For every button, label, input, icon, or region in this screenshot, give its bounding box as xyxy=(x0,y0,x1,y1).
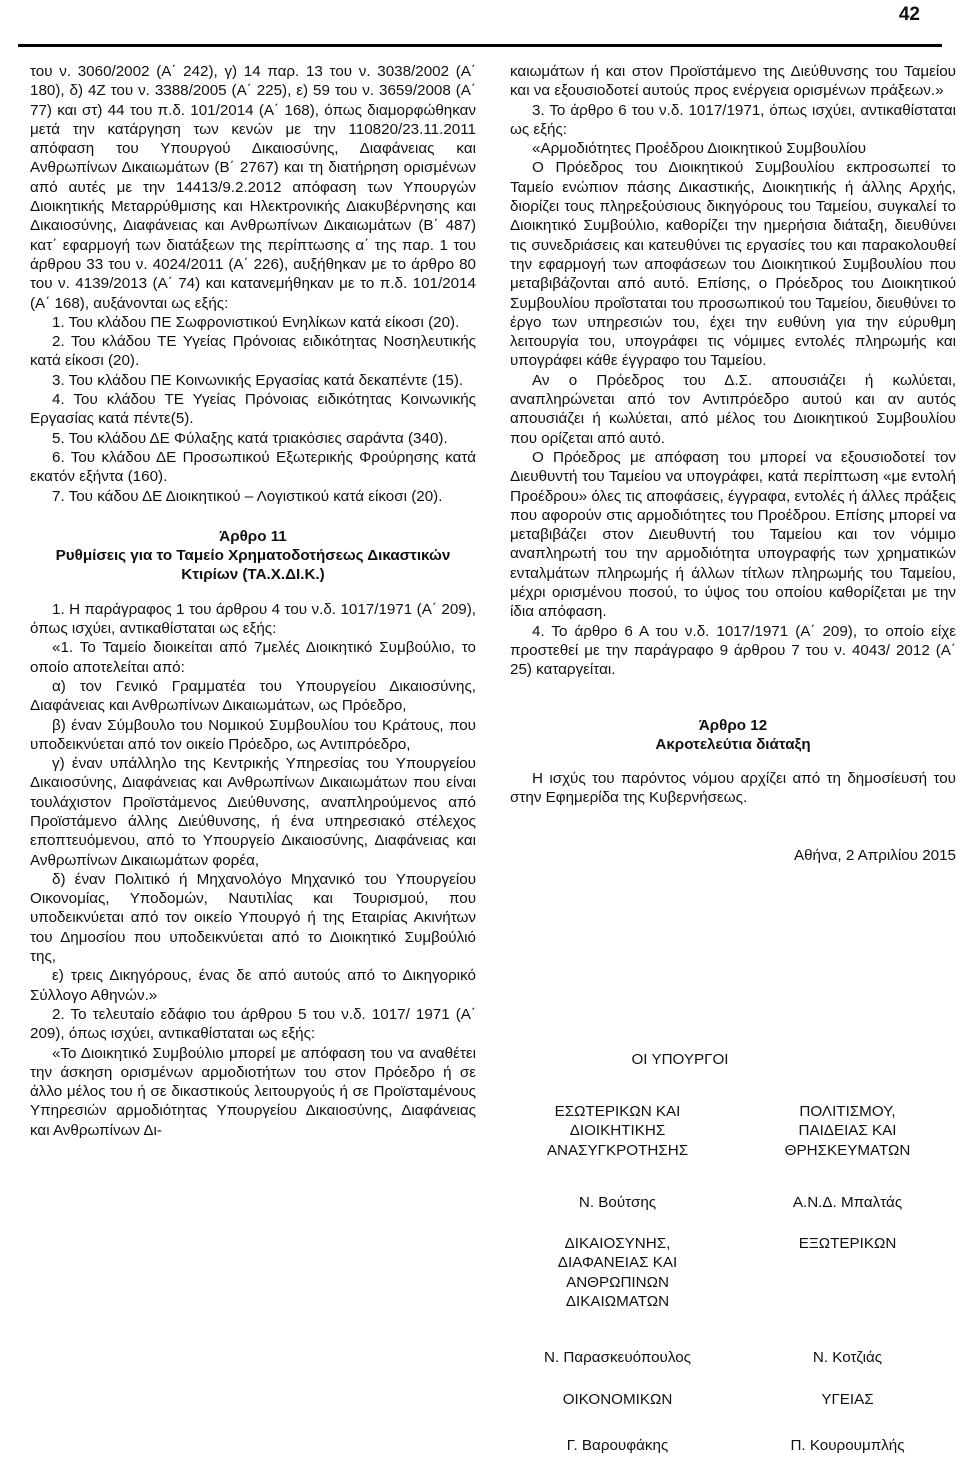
list-item: 4. Του κλάδου ΤΕ Υγείας Πρόνοιας ειδικότητας Κοινωνικής Εργασίας κατά πέντε(5). xyxy=(30,391,476,428)
signature-ministry xyxy=(510,1102,725,1160)
paragraph: γ) έναν υπάλληλο της Κεντρικής Υπηρεσίας του Υπουργείου Δικαιοσύνης, Διαφάνειας και Ανθρωπίνων Δικαιωμάτων που είναι τουλάχιστον Προϊστάμενος Διεύθυνσης, αναπληρούμενος από Προϊστάμενο άλλης Διεύθυνσης, ή ένα υπηρεσιακό στέλεχος εποπτευόμενου, από το Υπουργείο Δικαιοσύνης, Διαφάνειας και Ανθρωπίνων Δικαιωμάτων φορέα, xyxy=(30,755,476,869)
paragraph: «Το Διοικητικό Συμβούλιο μπορεί με απόφαση του να αναθέτει την άσκηση ορισμένων αρμοδιοτήτων του στον Πρόεδρο ή σε άλλο μέλος του ή σε δικαστικούς λειτουργούς ή σε Προϊσταμένους Υπηρεσιών αρμοδιότητας Υπουργείου Δικαιοσύνης, Διαφάνειας και Ανθρωπίνων Δι- xyxy=(30,1044,476,1139)
paragraph: β) έναν Σύμβουλο του Νομικού Συμβουλίου του Κράτους, που υποδεικνύεται από τον οικείο Πρόεδρο, ως Αντιπρόεδρο, xyxy=(30,716,476,753)
paragraph: Αν ο Πρόεδρος του Δ.Σ. απουσιάζει ή κωλύεται, αναπληρώνεται από τον Αντιπρόεδρο αυτού και αν αυτός απουσιάζει ή κωλύεται, από μέλος του Διοικητικού Συμβουλίου που ορίζεται από αυτό. xyxy=(510,371,956,447)
article-11-subtitle: Ρυθμίσεις για το Ταμείο Χρηματοδοτήσεως Δικαστικών Κτιρίων (ΤΑ.Χ.ΔΙ.Κ.) xyxy=(55,547,451,584)
ministry-line: ΟΙΚΟΝΟΜΙΚΩΝ xyxy=(562,1391,673,1408)
right-column xyxy=(510,62,956,865)
signature-name: Α.Ν.Δ. Μπαλτάς xyxy=(792,1194,903,1211)
signature-ministry xyxy=(740,1234,955,1253)
signature-ministry xyxy=(510,1234,725,1311)
signature-name: Ν. Παρασκευόπουλος xyxy=(544,1349,691,1366)
article-12-title: Άρθρο 12 xyxy=(698,716,768,734)
paragraph: α) τον Γενικό Γραμματέα του Υπουργείου Δικαιοσύνης, Διαφάνειας και Ανθρωπίνων Δικαιωμάτων, ως Πρόεδρο, xyxy=(30,677,476,715)
paragraph: του ν. 3060/2002 (Α΄ 242), γ) 14 παρ. 13 του ν. 3038/2002 (Α΄ 180), δ) 4Ζ του ν. 3388/2005 (Α΄ 225), ε) 59 του ν. 3659/2008 (Α΄ 77) και στ) 44 του π.δ. 101/2014 (Α΄ 168), όπως διαμορφώθηκαν μετά την κατάργηση των κενών με την 110820/23.11.2011 απόφαση του Υπουργού Δικαιοσύνης, Διαφάνειας και Ανθρωπίνων Δικαιωμάτων (Β΄ 2767) και τη διατήρηση ορισμένων από αυτές με την 14413/9.2.2012 απόφαση των Υπουργών Διοικητικής Μεταρρύθμισης και Ηλεκτρονικής Διακυβέρνησης και Δικαιοσύνης, Διαφάνειας και Ανθρωπίνων Δικαιωμάτων (Β΄ 487) κατ΄ εφαρμογή των διατάξεων της περίπτωσης α΄ της παρ. 1 του άρθρου 33 του ν. 4024/2011 (Α΄ 226), αυξήθηκαν με το άρθρο 80 του ν. 4139/2013 (Α΄ 74) και κατανεμήθηκαν με το π.δ. 101/2014 (Α΄ 168), αυξάνονται ως εξής: xyxy=(30,63,476,312)
paragraph: καιωμάτων ή και στον Προϊστάμενο της Διεύθυνσης του Ταμείου και να εξουσιοδοτεί αυτούς προς ενέργεια ορισμένων πράξεων.» xyxy=(510,63,956,100)
date-line: Αθήνα, 2 Απριλίου 2015 xyxy=(793,846,956,864)
ministry-line: ΑΝΑΣΥΓΚΡΟΤΗΣΗΣ xyxy=(546,1141,689,1159)
list-item: 1. Του κλάδου ΠΕ Σωφρονιστικού Ενηλίκων κατά είκοσι (20). xyxy=(52,313,460,331)
paragraph: «1. Το Ταμείο διοικείται από 7μελές Διοικητικό Συμβούλιο, το οποίο αποτελείται από: xyxy=(30,639,476,676)
ministry-line: ΠΑΙΔΕΙΑΣ ΚΑΙ xyxy=(798,1122,897,1140)
signatures-block xyxy=(510,1050,956,1470)
paragraph: «Αρμοδιότητες Προέδρου Διοικητικού Συμβουλίου xyxy=(532,140,867,158)
paragraph: Ο Πρόεδρος με απόφαση του μπορεί να εξουσιοδοτεί τον Διευθυντή του Ταμείου να υπογράφει, κατά περίπτωση «με εντολή Προέδρου» όλες τις αποφάσεις, έγγραφα, εντολές ή άλλες πράξεις που αφορούν στις αρμοδιότητες του Προέδρου. Επίσης μπορεί να μεταβιβάζει στον Διευθυντή του Ταμείου και τον νόμιμο αναπληρωτή του την αρμοδιότητα υπογραφής των χρηματικών ενταλμάτων πληρωμής ή άλλων τίτλων πληρωμής του Ταμείου, μέχρι ορισμένου ποσού, το ύψος του οποίου καθορίζεται με την ίδια απόφαση. xyxy=(510,448,956,621)
page-number: 42 xyxy=(898,4,920,25)
paragraph: 4. Το άρθρο 6 Α του ν.δ. 1017/1971 (Α΄ 209), το οποίο είχε προστεθεί με την παράγραφο 9 άρθρου 7 του ν. 4043/ 2012 (Α΄ 25) καταργείται. xyxy=(510,622,956,679)
article-11-title: Άρθρο 11 xyxy=(219,527,287,545)
ministry-line: ΠΟΛΙΤΙΣΜΟΥ, xyxy=(799,1103,896,1120)
paragraph: 1. Η παράγραφος 1 του άρθρου 4 του ν.δ. 1017/1971 (Α΄ 209), όπως ισχύει, αντικαθίσταται ως εξής: xyxy=(30,600,476,638)
signature-name: Ν. Κοτζιάς xyxy=(812,1349,883,1366)
signature-name: Γ. Βαρουφάκης xyxy=(566,1437,669,1454)
ministers-heading: ΟΙ ΥΠΟΥΡΓΟΙ xyxy=(631,1051,729,1068)
signature-ministry xyxy=(510,1390,725,1409)
signature-ministry xyxy=(740,1102,955,1160)
left-column xyxy=(30,62,476,1140)
header-rule xyxy=(18,44,942,47)
list-item: 5. Του κλάδου ΔΕ Φύλαξης κατά τριακόσιες σαράντα (340). xyxy=(52,429,448,447)
ministry-line: ΕΞΩΤΕΡΙΚΩΝ xyxy=(798,1235,897,1252)
article-12-subtitle: Ακροτελεύτια διάταξη xyxy=(655,735,811,753)
signature-name: Ν. Βούτσης xyxy=(578,1194,657,1211)
list-item: 2. Του κλάδου ΤΕ Υγείας Πρόνοιας ειδικότητας Νοσηλευτικής κατά είκοσι (20). xyxy=(30,333,476,370)
paragraph: 3. Το άρθρο 6 του ν.δ. 1017/1971, όπως ισχύει, αντικαθίσταται ως εξής: xyxy=(510,101,956,138)
paragraph: δ) έναν Πολιτικό ή Μηχανολόγο Μηχανικό του Υπουργείου Οικονομίας, Υποδομών, Ναυτιλίας και Τουρισμού, που υποδεικνύεται από τον οικείο Υπουργό ή της Εταιρίας Ακινήτων του Δημοσίου που υποδεικνύεται από το Διοικητικό Συμβούλιό της, xyxy=(30,870,476,966)
signature-ministry xyxy=(740,1390,955,1409)
paragraph: Η ισχύς του παρόντος νόμου αρχίζει από τη δημοσίευσή του στην Εφημερίδα της Κυβερνήσεως. xyxy=(510,770,956,807)
paragraph: Ο Πρόεδρος του Διοικητικού Συμβουλίου εκπροσωπεί το Ταμείο ενώπιον πάσης Δικαστικής, Διοικητικής ή άλλης Αρχής, διορίζει τους πληρεξούσιους δικηγόρους του Ταμείου, συγκαλεί το Διοικητικό Συμβούλιο, καθορίζει την ημερήσια διάταξη, διευθύνει τις συνεδριάσεις και κατευθύνει τις εργασίες του και παρακολουθεί την εφαρμογή των αποφάσεων του Διοικητικού Συμβουλίου που μεταβιβάζονται από αυτό. Επίσης, ο Πρόεδρος του Διοικητικού Συμβουλίου προΐσταται του προσωπικού του Ταμείου, διευθύνει το έργο των υπηρεσιών του, έχει την ευθύνη για την εύρυθμη λειτουργία του, υπογράφει τις νόμιμες εντολές πληρωμής και υπογράφει κάθε έγγραφο του Ταμείου. xyxy=(510,159,956,370)
ministry-line: ΑΝΘΡΩΠΙΝΩΝ xyxy=(566,1273,669,1291)
signature-name: Π. Κουρουμπλής xyxy=(790,1437,905,1454)
list-item: 3. Του κλάδου ΠΕ Κοινωνικής Εργασίας κατά δεκαπέντε (15). xyxy=(52,371,464,389)
list-item: 7. Του κάδου ΔΕ Διοικητικού – Λογιστικού κατά είκοσι (20). xyxy=(52,487,443,505)
paragraph: ε) τρεις Δικηγόρους, ένας δε από αυτούς από το Δικηγορικό Σύλλογο Αθηνών.» xyxy=(30,967,476,1004)
ministry-line: ΔΙΚΑΙΩΜΑΤΩΝ xyxy=(565,1292,670,1310)
paragraph: 2. Το τελευταίο εδάφιο του άρθρου 5 του ν.δ. 1017/ 1971 (Α΄ 209), όπως ισχύει, αντικαθίσταται ως εξής: xyxy=(30,1005,476,1043)
ministry-line: ΘΡΗΣΚΕΥΜΑΤΩΝ xyxy=(784,1141,911,1159)
ministry-line: ΕΣΩΤΕΡΙΚΩΝ ΚΑΙ xyxy=(554,1103,681,1120)
ministry-line: ΔΙΚΑΙΟΣΥΝΗΣ, xyxy=(564,1235,671,1252)
ministry-line: ΔΙΟΙΚΗΤΙΚΗΣ xyxy=(569,1122,666,1140)
ministry-line: ΥΓΕΙΑΣ xyxy=(821,1391,874,1408)
list-item: 6. Του κλάδου ΔΕ Προσωπικού Εξωτερικής Φρούρησης κατά εκατόν εξήντα (160). xyxy=(30,448,476,486)
ministry-line: ΔΙΑΦΑΝΕΙΑΣ ΚΑΙ xyxy=(557,1254,678,1272)
